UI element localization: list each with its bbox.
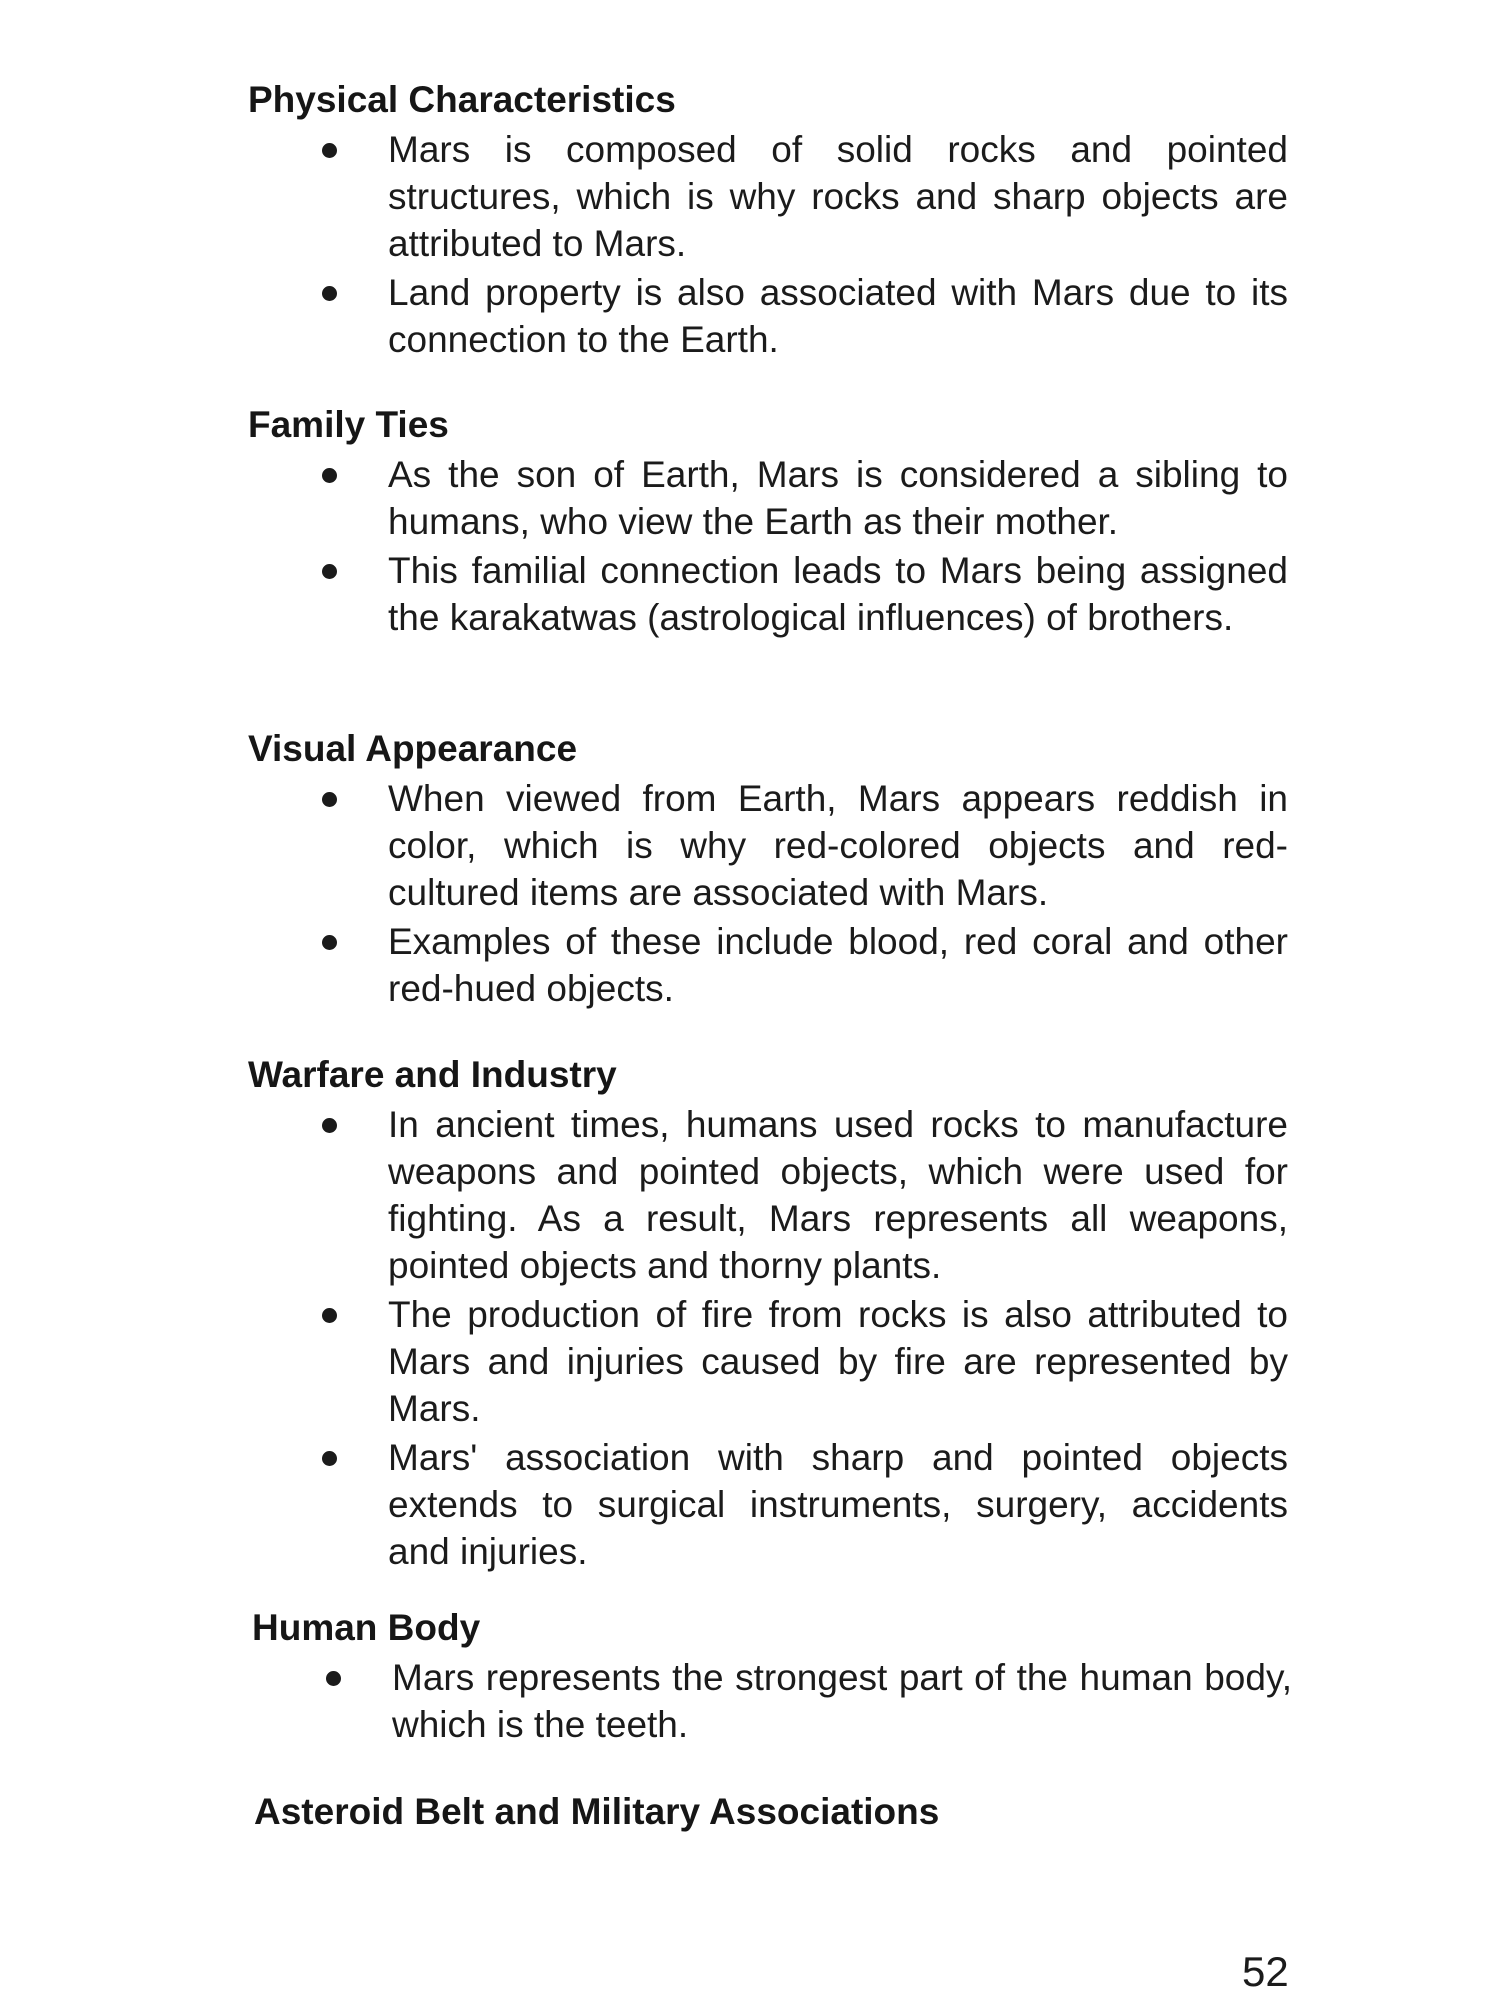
bullet-text: Land property is also associated with Mars due to its connection to the Earth. [388, 272, 1288, 360]
section-heading: Family Ties [248, 404, 449, 445]
bullet-list [248, 775, 1288, 1012]
bullet-text: In ancient times, humans used rocks to manufacture weapons and pointed objects, which were used for fighting. As a result, Mars represents all weapons, pointed objects and thorny plants. [388, 1104, 1288, 1286]
section-heading: Physical Characteristics [248, 79, 676, 120]
section-heading: Visual Appearance [248, 728, 578, 769]
bullet-list [248, 126, 1288, 363]
bullet-list [248, 1101, 1288, 1575]
bullet-icon [322, 468, 337, 483]
bullet-text: When viewed from Earth, Mars appears reddish in color, which is why red-colored objects and red-cultured items are associated with Mars. [388, 778, 1288, 913]
list-item [248, 775, 1288, 916]
section-heading: Warfare and Industry [248, 1054, 617, 1095]
bullet-text: As the son of Earth, Mars is considered a sibling to humans, who view the Earth as their mother. [388, 454, 1288, 542]
bullet-icon [322, 1118, 337, 1133]
bullet-list [248, 451, 1288, 641]
section-visual-appearance [248, 727, 1288, 1014]
bullet-icon [322, 935, 337, 950]
bullet-icon [322, 143, 337, 158]
bullet-text: Examples of these include blood, red coral and other red-hued objects. [388, 921, 1288, 1009]
list-item [248, 269, 1288, 363]
bullet-icon [326, 1671, 341, 1686]
list-item [248, 1291, 1288, 1432]
section-human-body [252, 1606, 1292, 1750]
list-item [248, 451, 1288, 545]
bullet-text: This familial connection leads to Mars being assigned the karakatwas (astrological influences) of brothers. [388, 550, 1288, 638]
bullet-text: Mars is composed of solid rocks and pointed structures, which is why rocks and sharp objects are attributed to Mars. [388, 129, 1288, 264]
bullet-text: Mars' association with sharp and pointed objects extends to surgical instruments, surgery, accidents and injuries. [388, 1437, 1288, 1572]
bullet-icon [322, 1451, 337, 1466]
bullet-icon [322, 564, 337, 579]
section-heading: Human Body [252, 1607, 481, 1648]
section-family-ties [248, 403, 1288, 643]
list-item [248, 1101, 1288, 1289]
bullet-icon [322, 792, 337, 807]
list-item [248, 918, 1288, 1012]
list-item [248, 1434, 1288, 1575]
bullet-icon [322, 286, 337, 301]
section-asteroid-belt [254, 1790, 1294, 1838]
section-heading: Asteroid Belt and Military Associations [254, 1791, 940, 1832]
bullet-text: The production of fire from rocks is also attributed to Mars and injuries caused by fire are represented by Mars. [388, 1294, 1288, 1429]
bullet-list [252, 1654, 1292, 1748]
list-item [252, 1654, 1292, 1748]
bullet-text: Mars represents the strongest part of the human body, which is the teeth. [392, 1657, 1292, 1745]
section-physical-characteristics [248, 78, 1288, 365]
list-item [248, 547, 1288, 641]
section-warfare-and-industry [248, 1053, 1288, 1577]
list-item [248, 126, 1288, 267]
page-number: 52 [1242, 1948, 1289, 1995]
bullet-icon [322, 1308, 337, 1323]
